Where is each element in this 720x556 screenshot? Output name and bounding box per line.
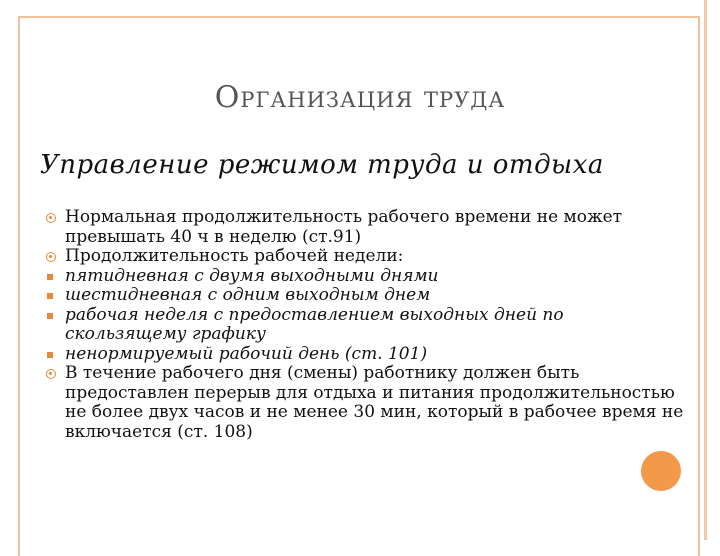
list-item — [45, 364, 685, 442]
square-bullet-icon — [45, 286, 57, 305]
list-item-text: пятидневная с двумя выходными днями — [65, 265, 439, 286]
list-item-text: Нормальная продолжительность рабочего времени не может превышать 40 ч в неделю (ст.91) — [65, 207, 623, 247]
circle-bullet-icon — [45, 247, 57, 266]
decorative-orange-dot — [641, 451, 681, 491]
square-bullet-icon — [45, 345, 57, 364]
list-item-text: ненормируемый рабочий день (ст. 101) — [65, 343, 428, 364]
list-item — [45, 247, 685, 267]
square-bullet-icon — [45, 306, 57, 325]
list-item — [45, 267, 685, 287]
list-item-text: В течение рабочего дня (смены) работнику должен быть предоставлен перерыв для отдыха и питания продолжительностью не более двух часов и не менее 30 мин, который в рабочее время не включается (ст. 108) — [65, 363, 684, 442]
list-item-text: шестидневная с одним выходным днем — [65, 285, 431, 305]
square-bullet-icon — [45, 267, 57, 286]
bullet-list — [45, 208, 685, 442]
list-item — [45, 306, 685, 345]
list-item-text: рабочая неделя с предоставлением выходных дней по скользящему графику — [65, 304, 564, 344]
list-item — [45, 286, 685, 306]
slide-subtitle: Управление режимом труда и отдыха — [40, 150, 604, 180]
circle-bullet-icon — [45, 208, 57, 227]
slide-title: Организация труда — [214, 80, 506, 115]
list-item — [45, 208, 685, 247]
circle-bullet-icon — [45, 364, 57, 383]
list-item — [45, 345, 685, 365]
list-item-text: Продолжительность рабочей недели: — [65, 246, 404, 266]
